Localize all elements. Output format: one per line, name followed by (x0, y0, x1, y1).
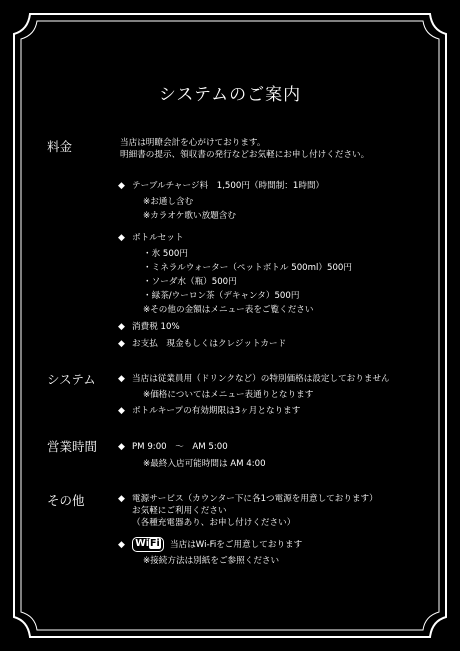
note-price: ※価格についてはメニュー表通りとなります (143, 390, 314, 400)
wifi-note: ※接続方法は別紙をご参照ください (143, 556, 280, 566)
section-heading-system: システム (47, 372, 96, 387)
section-heading-other: その他 (47, 493, 85, 508)
last-entry: ※最終入店可能時間は AM 4:00 (143, 459, 266, 469)
section-heading-hours: 営業時間 (47, 439, 98, 454)
note-otoshi: ※お通し含む (143, 197, 194, 207)
payment: お支払 現金もしくはクレジットカード (132, 339, 287, 349)
bullet-icon: ◆ (118, 339, 125, 349)
table-charge: テーブルチャージ料 1,500円（時間制：1時間） (132, 181, 325, 191)
price-tea: ・緑茶/ウーロン茶（デキャンタ）500円 (143, 291, 300, 301)
bullet-icon: ◆ (118, 181, 125, 191)
bullet-icon: ◆ (118, 442, 125, 452)
power-service-2: お気軽にご利用ください (132, 506, 227, 516)
wifi-notice: 当店はWi-Fiをご用意しております (170, 540, 303, 550)
bullet-icon: ◆ (118, 494, 125, 504)
section-heading-fee: 料金 (47, 139, 73, 154)
business-hours: PM 9:00 ～ AM 5:00 (132, 442, 228, 452)
staff-price-notice: 当店は従業員用（ドリンクなど）の特別価格は設定しておりません (132, 374, 390, 384)
bullet-icon: ◆ (118, 322, 125, 332)
page-title: システムのご案内 (158, 85, 302, 105)
bottle-set: ボトルセット (132, 233, 184, 243)
bottle-keep: ボトルキープの有効期限は3ヶ月となります (132, 406, 301, 416)
bullet-icon: ◆ (118, 374, 125, 384)
tax: 消費税 10% (132, 322, 180, 332)
power-service: 電源サービス（カウンター下に各1つ電源を用意しております） (132, 494, 378, 504)
fee-intro-2: 明細書の提示、領収書の発行などお気軽にお申し付けください。 (120, 150, 370, 160)
price-ice: ・氷 500円 (143, 249, 188, 259)
bullet-icon: ◆ (118, 540, 125, 550)
price-mineral-water: ・ミネラルウォーター（ペットボトル 500ml）500円 (143, 263, 352, 273)
bullet-icon: ◆ (118, 406, 125, 416)
note-karaoke: ※カラオケ歌い放題含む (143, 211, 236, 221)
power-service-3: （各種充電器あり、お申し付けください） (132, 518, 296, 528)
fee-intro-1: 当店は明瞭会計を心がけております。 (120, 138, 266, 148)
bullet-icon: ◆ (118, 233, 125, 243)
wifi-icon: WiFi (132, 537, 164, 552)
note-other-prices: ※その他の金額はメニュー表をご覧ください (143, 305, 314, 315)
price-soda: ・ソーダ水（瓶）500円 (143, 277, 237, 287)
